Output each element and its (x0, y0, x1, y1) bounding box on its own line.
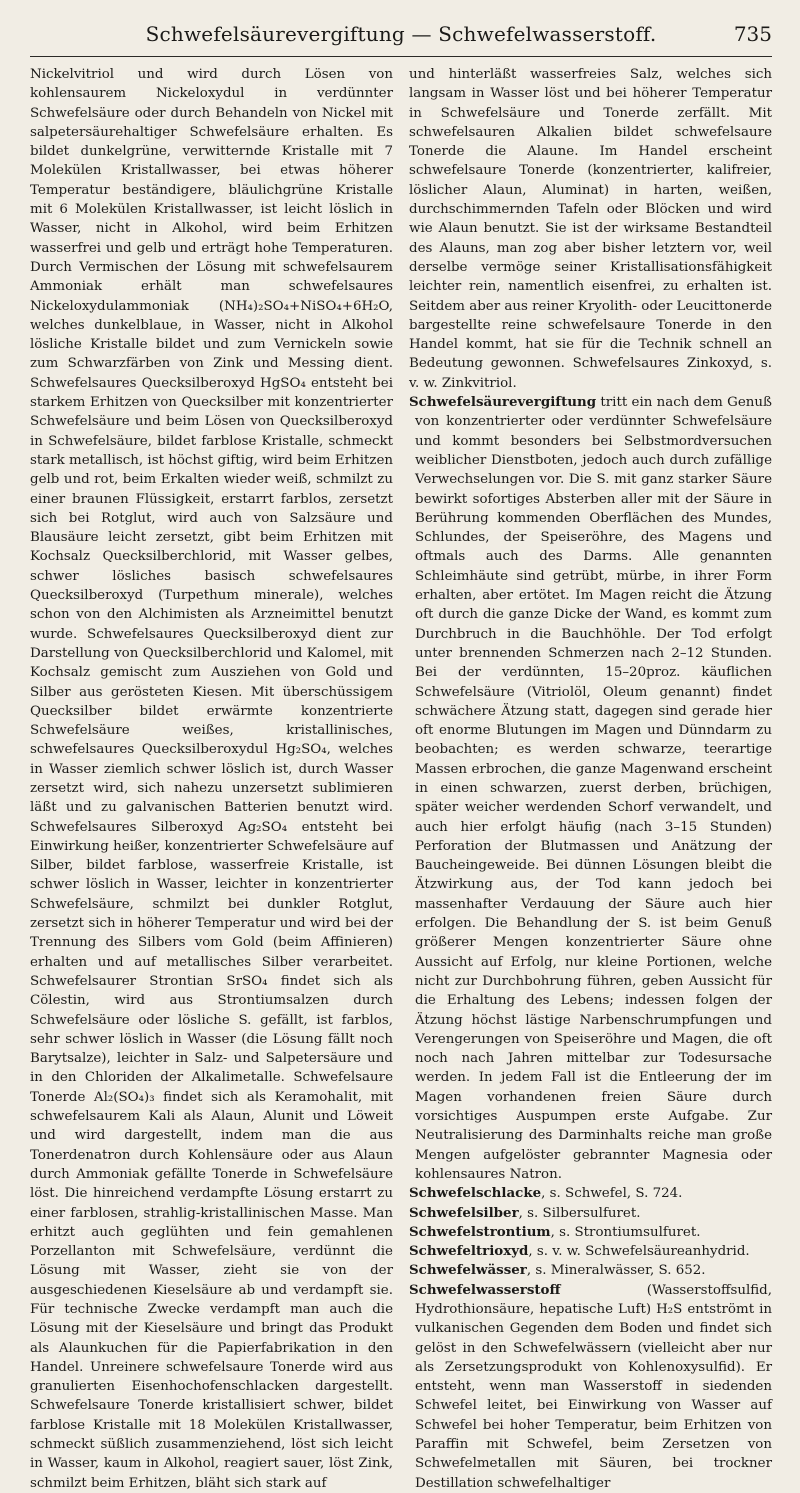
entry-body: , s. Mineralwässer, S. 652. (526, 1263, 706, 1279)
entry-headword: Schwefelwässer (409, 1262, 527, 1279)
entry-headword: Schwefelsilber (409, 1204, 519, 1221)
paragraph: Nickelvitriol und wird durch Lösen von kohlensaurem Nickeloxydul in verdünnter Schwefelsäure oder durch Behandeln von Nickel mit salpetersäurehaltiger Schwefelsäure erhalten. Es bildet dunkelgrüne, verwitternde Kristalle mit 7 Molekülen Kristallwasser, bei etwas höherer Temperatur beständigere, bläulichgrüne Kristalle mit 6 Molekülen Kristallwasser, ist leicht löslich in Wasser, nicht in Alkohol, wird beim Erhitzen wasserfrei und gelb und erträgt hohe Temperaturen. Durch Vermischen der Lösung mit schwefelsaurem Ammoniak erhält man schwefelsaures Nickeloxydulammoniak (NH₄)₂SO₄+NiSO₄+6H₂O, welches dunkelblaue, in Wasser, nicht in Alkohol lösliche Kristalle bildet und zum Vernickeln sowie zum Schwarzfärben von Zink und Messing dient. Schwefelsaures Quecksilberoxyd HgSO₄ entsteht bei starkem Erhitzen von Quecksilber mit konzentrierter Schwefelsäure und beim Lösen von Quecksilberoxyd in Schwefelsäure, bildet farblose Kristalle, schmeckt stark metallisch, ist höchst giftig, wird beim Erhitzen gelb und rot, beim Erkalten wieder weiß, schmilzt zu einer braunen Flüssigkeit, erstarrt farblos, zersetzt sich bei Rotglut, wird auch von Salzsäure und Blausäure leicht zersetzt, gibt beim Erhitzen mit Kochsalz Quecksilberchlorid, mit Wasser gelbes, schwer lösliches basisch schwefelsaures Quecksilberoxyd (Turpethum minerale), welches schon von den Alchimisten als Arzneimittel benutzt wurde. Schwefelsaures Quecksilberoxyd dient zur Darstellung von Quecksilberchlorid und Kalomel, mit Kochsalz gemischt zum Ausziehen von Gold und Silber aus gerösteten Kiesen. Mit überschüssigem Quecksilber bildet erwärmte konzentrierte Schwefelsäure weißes, kristallinisches, schwefelsaures Quecksilberoxydul Hg₂SO₄, welches in Wasser ziemlich schwer löslich ist, durch Wasser zersetzt wird, sich nahezu unzersetzt sublimieren läßt und zu galvanischen Batterien benutzt wird. Schwefelsaures Silberoxyd Ag₂SO₄ entsteht bei Einwirkung heißer, konzentrierter Schwefelsäure auf Silber, bildet farblose, wasserfreie Kristalle, ist schwer löslich in Wasser, leichter in konzentrierter Schwefelsäure, schmilzt bei dunkler Rotglut, zersetzt sich in höherer Temperatur und wird bei der Trennung des Silbers vom Gold (beim Affinieren) erhalten und auf metallisches Silber verarbeitet. Schwefelsaurer Strontian SrSO₄ findet sich als Cölestin, wird aus Strontiumsalzen durch Schwefelsäure oder lösliche S. gefällt, ist farblos, sehr schwer löslich in Wasser (die Lösung fällt noch Barytsalze), leichter in Salz- und Salpetersäure und in den Chloriden der Alkalimetalle. Schwefelsaure Tonerde Al₂(SO₄)₃ findet sich als Keramohalit, mit schwefelsaurem Kali als Alaun, Alunit und Löweit und wird dargestellt, indem man die aus Tonerdenatron durch Kohlensäure oder aus Alaun durch Ammoniak gefällte Tonerde in Schwefelsäure löst. Die hinreichend verdampfte Lösung erstarrt zu einer farblosen, strahlig-kristallinischen Masse. Man erhitzt auch geglühten und fein gemahlenen Porzellanton mit Schwefelsäure, verdünnt die Lösung mit Wasser, zieht sie von der ausgeschiedenen Kieselsäure ab und verdampft sie. Für technische Zwecke verdampft man auch die Lösung mit der Kieselsäure und bringt das Produkt als Alaunkuchen für die Papierfabrikation in den Handel. Unreinere schwefelsaure Tonerde wird aus granulierten Eisenhochofenschlacken dargestellt. Schwefelsaure Tonerde kristallisiert schwer, bildet farblose Kristalle mit 18 Molekülen Kristallwasser, schmeckt süßlich zusammenziehend, löst sich leicht in Wasser, kaum in Alkohol, reagiert sauer, löst Zink, schmilzt beim Erhitzen, bläht sich stark auf (30, 67, 393, 1491)
paragraph: und hinterläßt wasserfreies Salz, welches sich langsam in Wasser löst und bei höherer Temperatur in Schwefelsäure und Tonerde zerfällt. Mit schwefelsauren Alkalien bildet schwefelsaure Tonerde die Alaune. Im Handel erscheint schwefelsaure Tonerde (konzentrierter, kalifreier, löslicher Alaun, Aluminat) in harten, weißen, durchschimmernden Tafeln oder Blöcken und wird wie Alaun benutzt. Sie ist der wirksame Bestandteil des Alauns, man zog aber bisher letztern vor, weil derselbe vermöge seiner Kristallisationsfähigkeit leichter rein, namentlich eisenfrei, zu erhalten ist. Seitdem aber aus reiner Kryolith- oder Leucittonerde bargestellte reine schwefelsaure Tonerde in den Handel kommt, hat sie für die Technik schnell an Bedeutung gewonnen. Schwefelsaures Zinkoxyd, s. v. w. Zinkvitriol. (409, 67, 772, 391)
running-title: Schwefelsäurevergiftung — Schwefelwasserstoff. (145, 22, 657, 46)
entry-body: , s. Silbersulfuret. (518, 1205, 641, 1221)
entry-headword: Schwefelsäurevergiftung (409, 394, 597, 411)
dictionary-entry (409, 1184, 772, 1203)
entry-headword: Schwefeltrioxyd (409, 1243, 529, 1260)
entry-body: , s. v. w. Schwefelsäureanhydrid. (528, 1244, 750, 1260)
entry-headword: Schwefelschlacke (409, 1185, 542, 1202)
entry-body: (Wasserstoffsulfid, Hydrothionsäure, hepatische Luft) H₂S entströmt in vulkanischen Gegenden dem Boden und findet sich gelöst in den Schwefelwässern (vielleicht aber nur als Zersetzungsprodukt von Kohlenoxysulfid). Er entsteht, wenn man Wasserstoff in siedenden Schwefel leitet, bei Einwirkung von Wasser auf Schwefel bei hoher Temperatur, beim Erhitzen von Paraffin mit Schwefel, beim Zersetzen von Schwefelmetallen mit Säuren, bei trockner Destillation schwefelhaltiger (415, 1282, 772, 1491)
dictionary-entry (409, 1281, 772, 1493)
text-columns (30, 65, 772, 1493)
entry-headword: Schwefelstrontium (409, 1223, 551, 1240)
dictionary-entry (409, 393, 772, 1184)
entry-body: tritt ein nach dem Genuß von konzentrierter oder verdünnter Schwefelsäure und kommt besonders bei Selbstmordversuchen weiblicher Dienstboten, jedoch auch durch zufällige Verwechselungen vor. Die S. mit ganz starker Säure bewirkt sofortiges Absterben aller mit der Säure in Berührung kommenden Oberflächen des Mundes, Schlundes, der Speiseröhre, des Magens und oftmals auch des Darms. Alle genannten Schleimhäute sind getrübt, mürbe, in ihrer Form erhalten, aber ertötet. Im Magen reicht die Ätzung oft durch die ganze Dicke der Wand, es kommt zum Durchbruch in die Bauchhöhle. Der Tod erfolgt unter brennenden Schmerzen nach 2–12 Stunden. Bei der verdünnten, 15–20proz. käuflichen Schwefelsäure (Vitriolöl, Oleum genannt) findet schwächere Ätzung statt, dagegen sind gerade hier oft enorme Blutungen im Magen und Dünndarm zu beobachten; es werden schwarze, teerartige Massen erbrochen, die ganze Magenwand erscheint in einen schwarzen, zuerst derben, brüchigen, später weicher werdenden Schorf verwandelt, und auch hier erfolgt häufig (nach 3–15 Stunden) Perforation der Blutmassen und Anätzung der Baucheingeweide. Bei dünnen Lösungen bleibt die Ätzwirkung aus, der Tod kann jedoch bei massenhafter Verdauung der Säure auch hier erfolgen. Die Behandlung der S. ist beim Genuß größerer Mengen konzentrierter Säure ohne Aussicht auf Erfolg, nur kleine Portionen, welche nicht zur Durchbohrung führen, geben Aussicht für die Erhaltung des Lebens; indessen folgen der Ätzung höchst lästige Narbenschrumpfungen und Verengerungen von Speiseröhre und Magen, die oft noch nach Jahren mittelbar zur Todesursache werden. In jedem Fall ist die Entleerung der im Magen vorhandenen freien Säure durch vorsichtiges Auspumpen erste Aufgabe. Zur Neutralisierung des Darminhalts reiche man große Mengen aufgelöster gebrannter Magnesia oder kohlensaures Natron. (415, 395, 772, 1182)
right-column (409, 65, 772, 1493)
page-header (30, 22, 772, 57)
entry-body: , s. Schwefel, S. 724. (541, 1186, 683, 1202)
entry-headword: Schwefelwasserstoff (409, 1281, 561, 1298)
page-number: 735 (733, 22, 772, 46)
dictionary-entry (409, 1223, 772, 1242)
dictionary-entry (409, 1204, 772, 1223)
dictionary-entry (409, 1242, 772, 1261)
entry-body: , s. Strontiumsulfuret. (550, 1224, 701, 1240)
left-column (30, 65, 393, 1493)
dictionary-entry (409, 1261, 772, 1280)
